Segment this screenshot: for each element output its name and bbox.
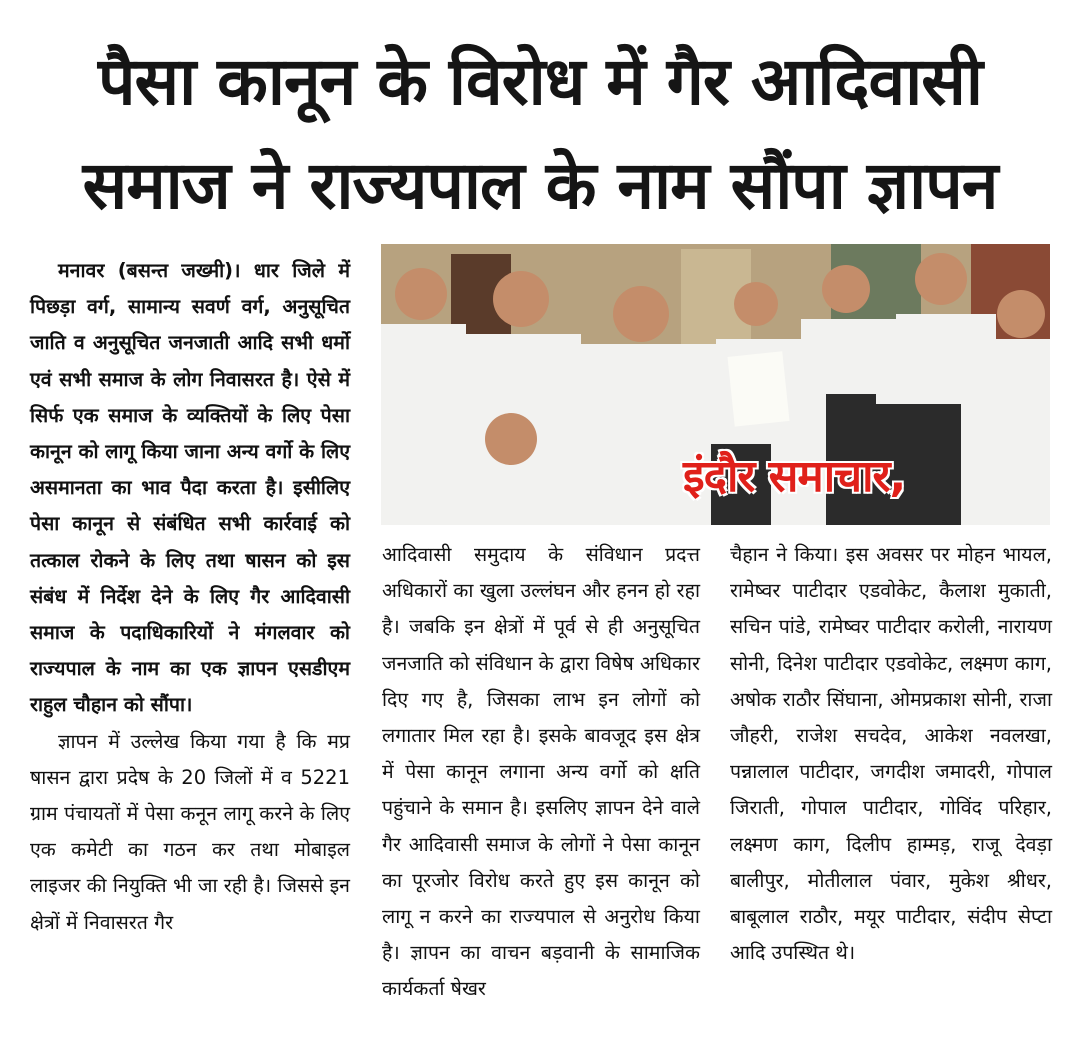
article-paragraph-2: ज्ञापन में उल्लेख किया गया है कि मप्र षासन द्वारा प्रदेष के 20 जिलों में व 5221 ग्राम पंचायतों में पेसा कनून लागू करने के लिए एक कमेटी का गठन कर तथा मोबाइल लाइजर की नियुक्ति भी जा रही है। जिससे इन क्षेत्रों में निवासरत गैर	[30, 729, 350, 934]
headline	[20, 30, 1060, 238]
article-column-1	[30, 253, 350, 941]
headline-line-1: पैसा कानून के विरोध में गैर आदिवासी	[98, 43, 982, 120]
article-column-2	[382, 537, 700, 1008]
photo-watermark: इंदौर समाचार,	[683, 451, 906, 502]
news-photo	[381, 244, 1050, 525]
article-column-2-text: आदिवासी समुदाय के संविधान प्रदत्त अधिकारों का खुला उल्लंघन और हनन हो रहा है। जबकि इन क्षेत्रों में पूर्व से ही अनुसूचित जनजाति को संविधान के द्वारा विषेष अधिकार दिए गए है, जिसका लाभ इन लोगों को लगातार मिल रहा है। इसके बावजूद इस क्षेत्र में पेसा कानून लगाना अन्य वर्गो को क्षति पहुंचाने के समान है। इसलिए ज्ञापन देने वाले गैर आदिवासी समाज के लोगों ने पेसा कानून का पूरजोर विरोध करते हुए इस कानून को लागू न करने का राज्यपाल से अनुरोध किया है। ज्ञापन का वाचन बड़वानी के सामाजिक कार्यकर्ता षेखर	[382, 543, 700, 1001]
article-column-3-text: चैहान ने किया। इस अवसर पर मोहन भायल, रामेष्वर पाटीदार एडवोकेट, कैलाश मुकाती, सचिन पांडे, रामेष्वर पाटीदार करोली, नारायण सोनी, दिनेश पाटीदार एडवोकेट, लक्ष्मण काग, अषोक राठौर सिंघाना, ओमप्रकाश सोनी, राजा जौहरी, राजेश सचदेव, आकेश नवलखा, पन्नालाल पाटीदार, जगदीश जमादरी, गोपाल जिराती, गोपाल पाटीदार, गोविंद परिहार, लक्ष्मण काग, दिलीप हाम्मड़, राजू देवड़ा बालीपुर, मोतीलाल पंवार, मुकेश श्रीधर, बाबूलाल राठौर, मयूर पाटीदार, संदीप सेप्टा आदि उपस्थित थे।	[730, 543, 1052, 965]
article-lead-paragraph: मनावर (बसन्त जख्मी)। धार जिले में पिछड़ा वर्ग, सामान्य सवर्ण वर्ग, अनुसूचित जाति व अनुसूचित जनजाती आदि सभी धर्मो एवं सभी समाज के लोग निवासरत है। ऐसे में सिर्फ एक समाज के व्यक्तियों के लिए पेसा कानून को लागू किया जाना अन्य वर्गो के लिए असमानता का भाव पैदा करता है। इसीलिए पेसा कानून से संबंधित सभी कार्रवाई को तत्काल रोकने के लिए तथा षासन को इस संबंध में निर्देश देने के लिए गैर आदिवासी समाज के पदाधिकारियों ने मंगलवार को राज्यपाल के नाम का एक ज्ञापन एसडीएम राहुल चौहान को सौंपा।	[30, 259, 350, 717]
headline-line-2: समाज ने राज्यपाल के नाम सौंपा ज्ञापन	[82, 147, 998, 224]
article-column-3	[730, 537, 1052, 971]
